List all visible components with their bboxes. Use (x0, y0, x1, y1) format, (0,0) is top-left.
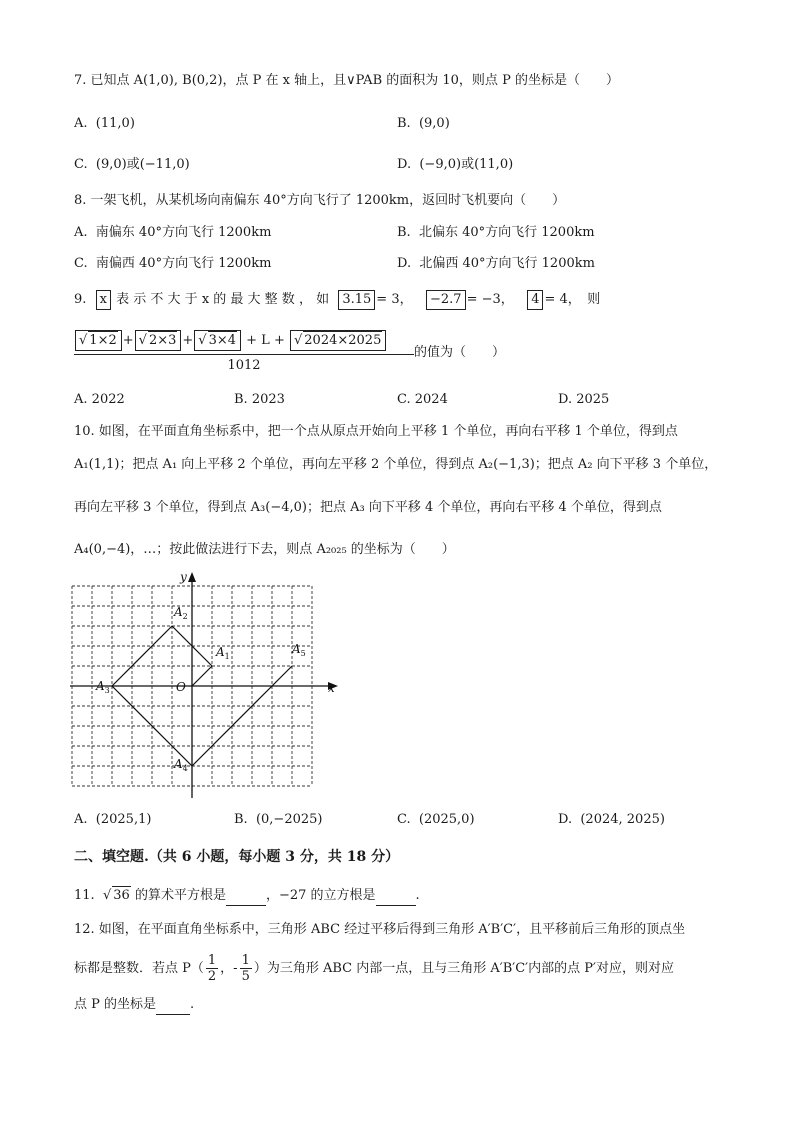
q7-option-b: B. (9,0) (397, 116, 450, 131)
q9-option-a: A. 2022 (74, 392, 125, 407)
q9-tail: 的值为（ ） (414, 345, 506, 360)
q7-option-d: D. (−9,0)或(11,0) (397, 157, 514, 172)
x-axis-label: x (328, 681, 335, 695)
q12-line-1: 12. 如图，在平面直角坐标系中，三角形 ABC 经过平移后得到三角形 A′B′C′，且平移前后三角形的顶点坐 (74, 922, 686, 937)
q7-option-c: C. (9,0)或(−11,0) (74, 157, 190, 172)
q10-option-b: B. (0,−2025) (234, 812, 323, 827)
point-a1-label: $A_1$ (216, 645, 230, 661)
q11-radicand: 36 (113, 888, 130, 903)
q9-expression: $\frac{√ 1\times 2 + √ 2\times 3 + √ 3\times 4 + L + √ 2024\times 2025}{1012}$ (74, 330, 414, 373)
point-a3-label: $A_3$ (96, 679, 110, 695)
q10-option-c: C. (2025,0) (397, 812, 475, 827)
section-2-heading: 二、填空题.（共 6 小题，每小题 3 分，共 18 分） (74, 849, 400, 865)
q8-option-a: A. 南偏东 40°方向飞行 1200km (74, 225, 272, 240)
point-a2-label: $A_2$ (174, 605, 188, 621)
q7-option-a: A. (11,0) (74, 116, 135, 131)
q8-option-c: C. 南偏西 40°方向飞行 1200km (74, 256, 272, 271)
y-axis-label: y (180, 570, 187, 584)
q10-line-3: 再向左平移 3 个单位，得到点 A₃(−4,0)；把点 A₃ 向下平移 4 个单位，再向右平移 4 个单位，得到点 (74, 500, 662, 515)
q7-stem: 7. 已知点 A(1,0), B(0,2)，点 P 在 x 轴上，且∨PAB 的面积为 10，则点 P 的坐标是（ ） (74, 73, 619, 88)
q12-line-3: 点 P 的坐标是 . (74, 996, 194, 1015)
q12-blank (156, 996, 190, 1015)
q10-line-4: A₄(0,−4)，…；按此做法进行下去，则点 A₂₀₂₅ 的坐标为（ ） (74, 542, 455, 557)
q10-coordinate-figure (70, 568, 350, 804)
fraction-one-half: $\frac{1}{2}$ (207, 953, 217, 984)
q10-line-2: A₁(1,1)；把点 A₁ 向上平移 2 个单位，再向左平移 2 个单位，得到点 A₂(−1,3)；把点 A₂ 向下平移 3 个单位， (74, 457, 718, 472)
point-a5-label: $A_5$ (292, 642, 306, 658)
q10-option-a: A. (2025,1) (74, 812, 152, 827)
q11-blank-2 (376, 887, 416, 906)
q11-stem: 11. √ 36 的算术平方根是 ，−27 的立方根是 . (74, 886, 420, 906)
q10-line-1: 10. 如图，在平面直角坐标系中，把一个点从原点开始向上平移 1 个单位，再向右平移 1 个单位，得到点 (74, 424, 678, 439)
q8-option-d: D. 北偏西 40°方向飞行 1200km (397, 256, 595, 271)
floor-bracket: x (96, 290, 111, 310)
q9-option-d: D. 2025 (558, 392, 610, 407)
q9-denominator: 1012 (227, 358, 261, 373)
point-a4-label: $A_4$ (174, 757, 188, 773)
q12-line-2: 标都是整数．若点 P（ $\frac{1}{2}$ ，- $\frac{1}{5}$ ）为三角形 ABC 内部一点，且与三角形 A′B′C′内部的点 P′对应，则对应 (74, 953, 674, 984)
q8-stem: 8. 一架飞机，从某机场向南偏东 40°方向飞行了 1200km，返回时飞机要向（ ） (74, 193, 566, 208)
fraction-one-fifth: $\frac{1}{5}$ (241, 953, 250, 984)
q9-stem: 9. x 表 示 不 大 于 x 的 最 大 整 数 ， 如 3.15 = 3， −2.7 = −3， 4 = 4， 则 (74, 290, 600, 310)
origin-label: O (176, 680, 186, 694)
q8-option-b: B. 北偏东 40°方向飞行 1200km (397, 225, 595, 240)
q9-option-c: C. 2024 (397, 392, 448, 407)
q9-option-b: B. 2023 (234, 392, 285, 407)
q10-option-d: D. (2024, 2025) (558, 812, 665, 827)
spiral-path (112, 626, 292, 766)
q11-blank-1 (226, 887, 266, 906)
y-axis-arrow-icon (188, 572, 196, 582)
